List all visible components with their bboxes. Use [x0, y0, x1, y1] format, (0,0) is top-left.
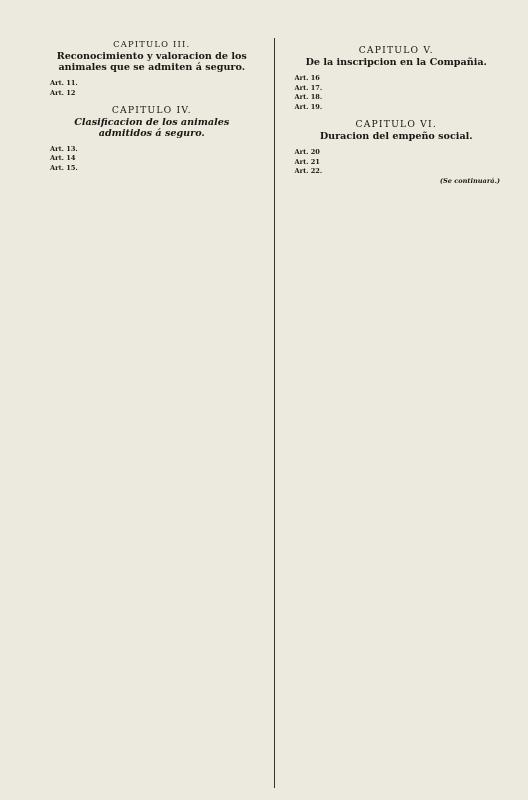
article-11 [40, 79, 264, 88]
two-column-layout [40, 38, 508, 788]
article-label: Art. 13. [50, 144, 78, 153]
chapter-heading: CAPITULO IV. [111, 104, 192, 116]
article-label: Art. 16 [294, 74, 320, 83]
article-22 [284, 167, 508, 176]
chapter-heading: CAPITULO V. [358, 45, 434, 56]
article-label: Art. 22. [294, 167, 323, 176]
article-21 [284, 158, 508, 167]
chapter-heading: CAPITULO III. [113, 39, 191, 49]
article-13 [40, 145, 264, 154]
article-label: Art. 21 [294, 157, 320, 166]
left-column [40, 38, 264, 788]
article-18 [284, 93, 508, 102]
article-12 [40, 89, 264, 98]
article-label: Art. 19. [294, 102, 323, 111]
chapter-title: Clasificacion de los animales admitidos á seguro. [74, 116, 230, 139]
article-label: Art. 11. [50, 79, 78, 88]
article-19 [284, 103, 508, 112]
column-divider [274, 38, 275, 788]
article-14 [40, 154, 264, 163]
chapter-title: Reconocimiento y valoracion de los animales que se admiten á seguro. [56, 51, 247, 74]
article-label: Art. 14 [50, 154, 76, 163]
article-17 [284, 84, 508, 93]
article-label: Art. 17. [294, 83, 323, 92]
continued-note: (Se continuará.) [439, 177, 500, 186]
article-label: Art. 12 [50, 88, 76, 97]
article-20 [284, 148, 508, 157]
chapter-title: De la inscripcion en la Compañia. [305, 57, 487, 69]
article-label: Art. 15. [50, 164, 78, 173]
right-column [284, 38, 508, 788]
article-label: Art. 20 [294, 148, 320, 157]
article-16 [284, 74, 508, 83]
article-15 [40, 164, 264, 173]
chapter-title: Duracion del empeño social. [319, 131, 473, 143]
article-label: Art. 18. [294, 93, 323, 102]
chapter-heading: CAPITULO VI. [355, 118, 437, 130]
